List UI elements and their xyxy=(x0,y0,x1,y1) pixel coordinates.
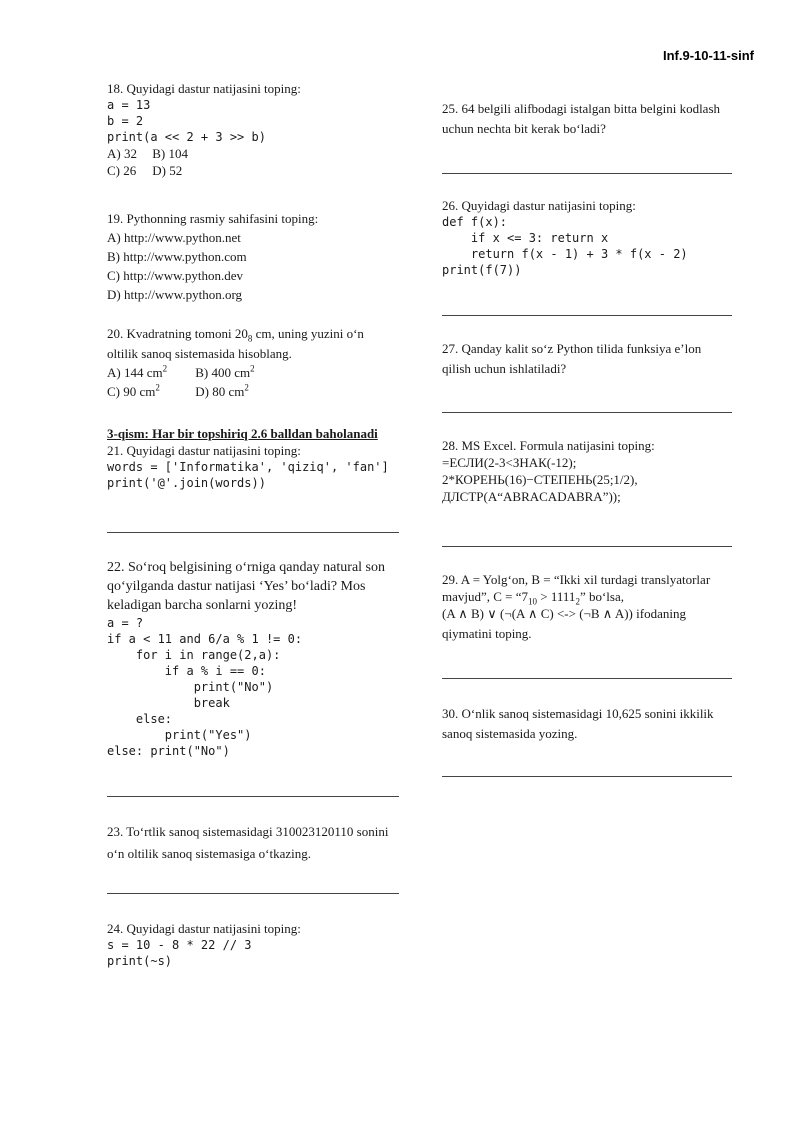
question-20-option-a-sup: 2 xyxy=(162,363,168,374)
question-20-option-d-text: D) 80 cm xyxy=(195,384,245,399)
question-19 xyxy=(107,210,407,303)
question-28-line-3: 2*КОРЕНЬ(16)−СТЕПЕНЬ(25;1/2), xyxy=(442,472,638,487)
answer-line-23[interactable] xyxy=(107,893,399,894)
question-20-title-2: oltilik sanoq sistemasida hisoblang. xyxy=(107,346,292,361)
question-18-option-c: C) 26 xyxy=(107,163,137,178)
answer-line-22[interactable] xyxy=(107,796,399,797)
question-25-line-1: 25. 64 belgili alifbodagi istalgan bitta belgini kodlash xyxy=(442,101,721,116)
question-18-code-line-2: b = 2 xyxy=(107,114,144,128)
question-29-line-2-mid: > 1111 xyxy=(537,589,576,604)
question-26 xyxy=(442,197,742,278)
page-header: Inf.9-10-11-sinf xyxy=(662,48,754,63)
question-20-option-b-text: B) 400 cm xyxy=(195,365,251,380)
question-24-title: 24. Quyidagi dastur natijasini toping: xyxy=(107,921,301,936)
question-29-line-1: 29. A = Yolg‘on, B = “Ikki xil turdagi translyatorlar xyxy=(442,572,711,587)
question-23-line-2: o‘n oltilik sanoq sistemasiga o‘tkazing. xyxy=(107,846,311,861)
question-28-line-2: =ЕСЛИ(2-3<ЗНАК(-12); xyxy=(442,455,577,470)
question-20-option-a-text: A) 144 cm xyxy=(107,365,163,380)
question-24-code-line-1: s = 10 - 8 * 22 // 3 xyxy=(107,938,252,952)
question-27-line-2: qilish uchun ishlatiladi? xyxy=(442,361,567,376)
question-22 xyxy=(107,558,407,759)
question-20-title xyxy=(107,325,407,342)
question-29-line-2-pre: mavjud”, C = “7 xyxy=(442,589,529,604)
question-29-line-4: qiymatini toping. xyxy=(442,626,532,641)
question-19-option-b: B) http://www.python.com xyxy=(107,249,247,264)
question-22-code-line-7: else: xyxy=(107,712,173,726)
question-20 xyxy=(107,325,407,400)
question-20-option-c-text: C) 90 cm xyxy=(107,384,156,399)
question-25 xyxy=(442,100,742,137)
question-29-line-2-post: ” bo‘lsa, xyxy=(579,589,624,604)
question-20-option-c xyxy=(107,383,192,400)
question-22-line-2: qo‘yilganda dastur natijasi ‘Yes’ bo‘ladi? Mos xyxy=(107,579,366,594)
answer-line-30[interactable] xyxy=(442,776,732,777)
question-22-code-line-5: print("No") xyxy=(107,680,274,694)
question-20-option-b xyxy=(195,364,254,381)
question-22-code-line-1: a = ? xyxy=(107,616,144,630)
question-28-line-1: 28. MS Excel. Formula natijasini toping: xyxy=(442,438,655,453)
question-19-option-d: D) http://www.python.org xyxy=(107,287,243,302)
question-20-option-c-sup: 2 xyxy=(155,382,160,393)
answer-line-28[interactable] xyxy=(442,546,732,547)
question-18-title: 18. Quyidagi dastur natijasini toping: xyxy=(107,81,301,96)
answer-line-27[interactable] xyxy=(442,412,732,413)
question-30-line-2: sanoq sistemasida yozing. xyxy=(442,726,578,741)
question-22-code-line-6: break xyxy=(107,696,230,710)
question-19-option-a: A) http://www.python.net xyxy=(107,230,241,245)
question-20-title-post: cm, uning yuzini o‘n xyxy=(252,326,364,341)
question-29-base-10-subscript: 10 xyxy=(528,596,538,607)
question-22-code-line-8: print("Yes") xyxy=(107,728,252,742)
question-18-options-row-2 xyxy=(107,162,407,179)
question-22-code-line-3: for i in range(2,a): xyxy=(107,648,281,662)
question-23 xyxy=(107,823,407,862)
question-21-title: 21. Quyidagi dastur natijasini toping: xyxy=(107,443,301,458)
question-28-line-4: ДЛСТР(A“ABRACADABRA”)); xyxy=(442,489,621,504)
question-26-code-line-4: print(f(7)) xyxy=(442,263,522,277)
question-20-options-row-2 xyxy=(107,383,407,400)
question-26-title: 26. Quyidagi dastur natijasini toping: xyxy=(442,198,636,213)
question-19-title: 19. Pythonning rasmiy sahifasini toping: xyxy=(107,211,319,226)
question-24 xyxy=(107,920,407,969)
question-19-option-c: C) http://www.python.dev xyxy=(107,268,244,283)
question-20-option-d-sup: 2 xyxy=(244,382,249,393)
question-26-code-line-3: return f(x - 1) + 3 * f(x - 2) xyxy=(442,247,688,261)
question-20-title-pre: 20. Kvadratning tomoni 20 xyxy=(107,326,248,341)
question-18-options-row-1 xyxy=(107,145,407,162)
question-26-code-line-1: def f(x): xyxy=(442,215,508,229)
answer-line-21[interactable] xyxy=(107,532,399,533)
question-26-code-line-2: if x <= 3: return x xyxy=(442,231,609,245)
question-23-line-1: 23. To‘rtlik sanoq sistemasidagi 310023120110 sonini xyxy=(107,824,389,839)
question-18-code-line-1: a = 13 xyxy=(107,98,151,112)
question-20-options-row-1 xyxy=(107,364,407,381)
question-29-base-2-subscript: 2 xyxy=(575,596,580,607)
question-20-base-subscript: 8 xyxy=(247,333,253,344)
question-24-code-line-2: print(~s) xyxy=(107,954,173,968)
answer-line-29[interactable] xyxy=(442,678,732,679)
question-27-line-1: 27. Qanday kalit so‘z Python tilida funksiya e’lon xyxy=(442,341,702,356)
question-22-code-line-2: if a < 11 and 6/a % 1 != 0: xyxy=(107,632,303,646)
question-18 xyxy=(107,80,407,179)
question-20-option-a xyxy=(107,364,192,381)
question-28 xyxy=(442,437,742,505)
question-20-option-b-sup: 2 xyxy=(250,363,255,374)
question-22-line-3: keladigan barcha sonlarni yozing! xyxy=(107,598,298,613)
question-21 xyxy=(107,425,407,491)
question-30 xyxy=(442,705,742,742)
answer-line-26[interactable] xyxy=(442,315,732,316)
question-29-line-3: (A ∧ B) ∨ (¬(A ∧ C) <-> (¬B ∧ A)) ifodaning xyxy=(442,606,686,621)
question-22-line-1: 22. So‘roq belgisining o‘rniga qanday natural son xyxy=(107,560,386,575)
question-20-option-d xyxy=(195,383,249,400)
question-21-code-line-2: print('@'.join(words)) xyxy=(107,476,266,490)
question-21-code-line-1: words = ['Informatika', 'qiziq', 'fan'] xyxy=(107,460,389,474)
question-25-line-2: uchun nechta bit kerak bo‘ladi? xyxy=(442,121,606,136)
question-18-option-b: B) 104 xyxy=(152,146,188,161)
answer-line-25[interactable] xyxy=(442,173,732,174)
question-22-code-line-9: else: print("No") xyxy=(107,744,230,758)
question-18-option-a: A) 32 xyxy=(107,146,137,161)
question-18-code-line-3: print(a << 2 + 3 >> b) xyxy=(107,130,266,144)
question-27 xyxy=(442,340,742,377)
question-30-line-1: 30. O‘nlik sanoq sistemasidagi 10,625 sonini ikkilik xyxy=(442,706,714,721)
section-title: 3-qism: Har bir topshiriq 2.6 balldan baholanadi xyxy=(107,426,378,441)
question-29-line-2 xyxy=(442,588,742,605)
question-29 xyxy=(442,571,742,642)
question-22-code-line-4: if a % i == 0: xyxy=(107,664,266,678)
question-18-option-d: D) 52 xyxy=(152,163,183,178)
